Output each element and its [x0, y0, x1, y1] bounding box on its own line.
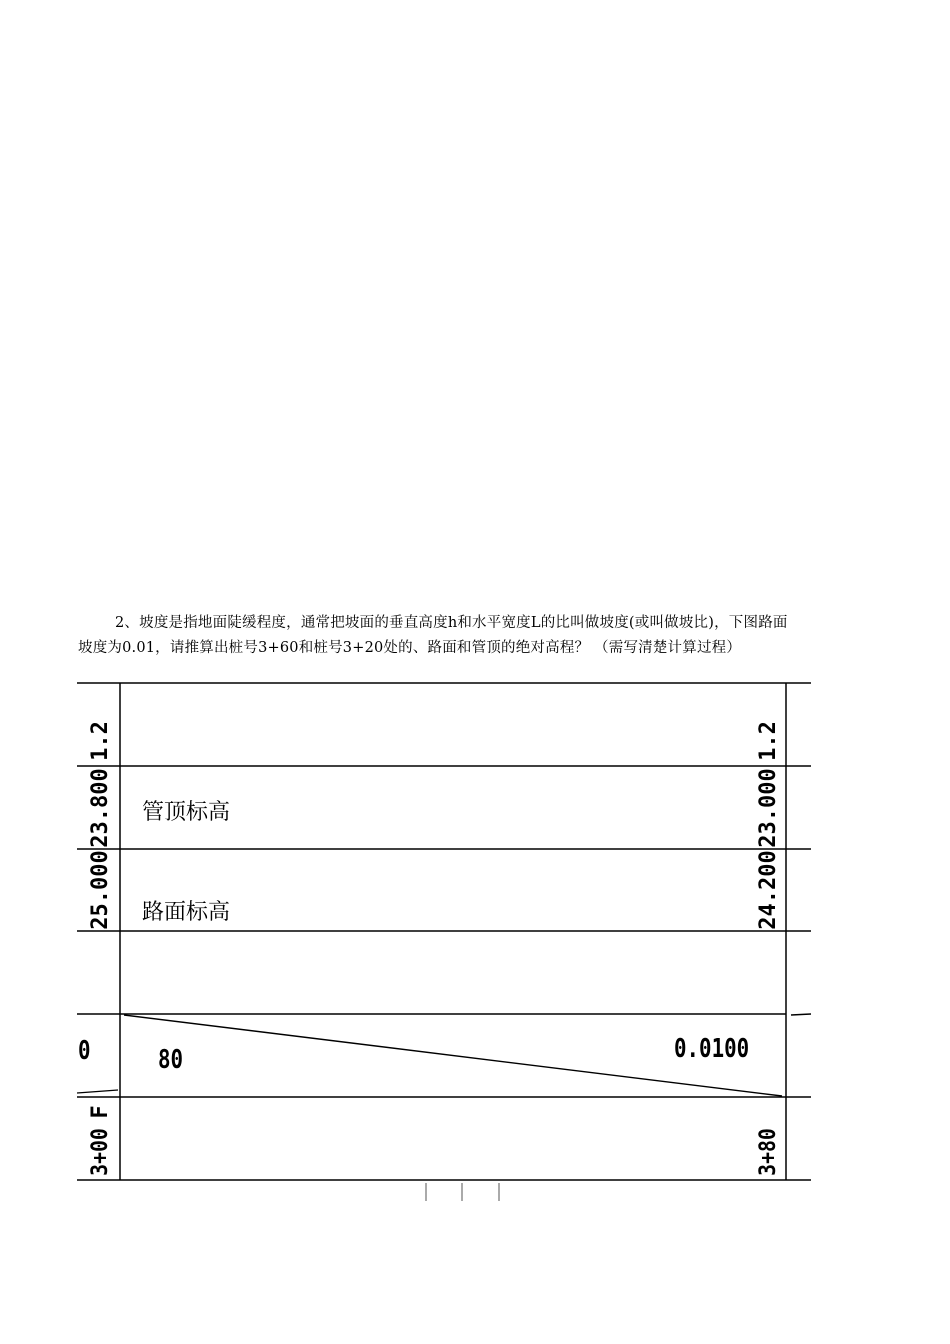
- pipe-top-row-label: 管顶标高: [142, 800, 231, 825]
- right-depth-label: 1.2: [756, 721, 781, 761]
- question-line-1: 2、坡度是指地面陡缓程度，通常把坡面的垂直高度h和水平宽度L的比叫做坡度(或叫做坡比)，下图路面: [115, 615, 788, 631]
- left-depth-label: 1.2: [88, 721, 113, 761]
- tick-mark: [791, 1014, 811, 1015]
- slope-length-label: 80: [158, 1045, 184, 1075]
- road-row-label: 路面标高: [142, 900, 231, 925]
- right-pipe-top-elev-label: 23.000: [756, 768, 781, 848]
- right-station-label: 3+80: [756, 1128, 781, 1176]
- tick-mark: [77, 1090, 118, 1093]
- left-station-mark: F: [88, 1105, 113, 1119]
- left-pipe-top-elev-label: 23.800: [88, 768, 113, 848]
- left-station-label: 3+00: [88, 1128, 113, 1176]
- slope-value-label: 0.0100: [674, 1034, 750, 1064]
- question-line-2: 坡度为0.01，请推算出桩号3+60和桩号3+20处的、路面和管顶的绝对高程？ （需写清楚计算过程）: [78, 640, 742, 656]
- right-road-elev-label: 24.200: [756, 850, 781, 930]
- left-road-elev-label: 25.000: [88, 850, 113, 930]
- left-slope-cell-label: 0: [78, 1036, 91, 1066]
